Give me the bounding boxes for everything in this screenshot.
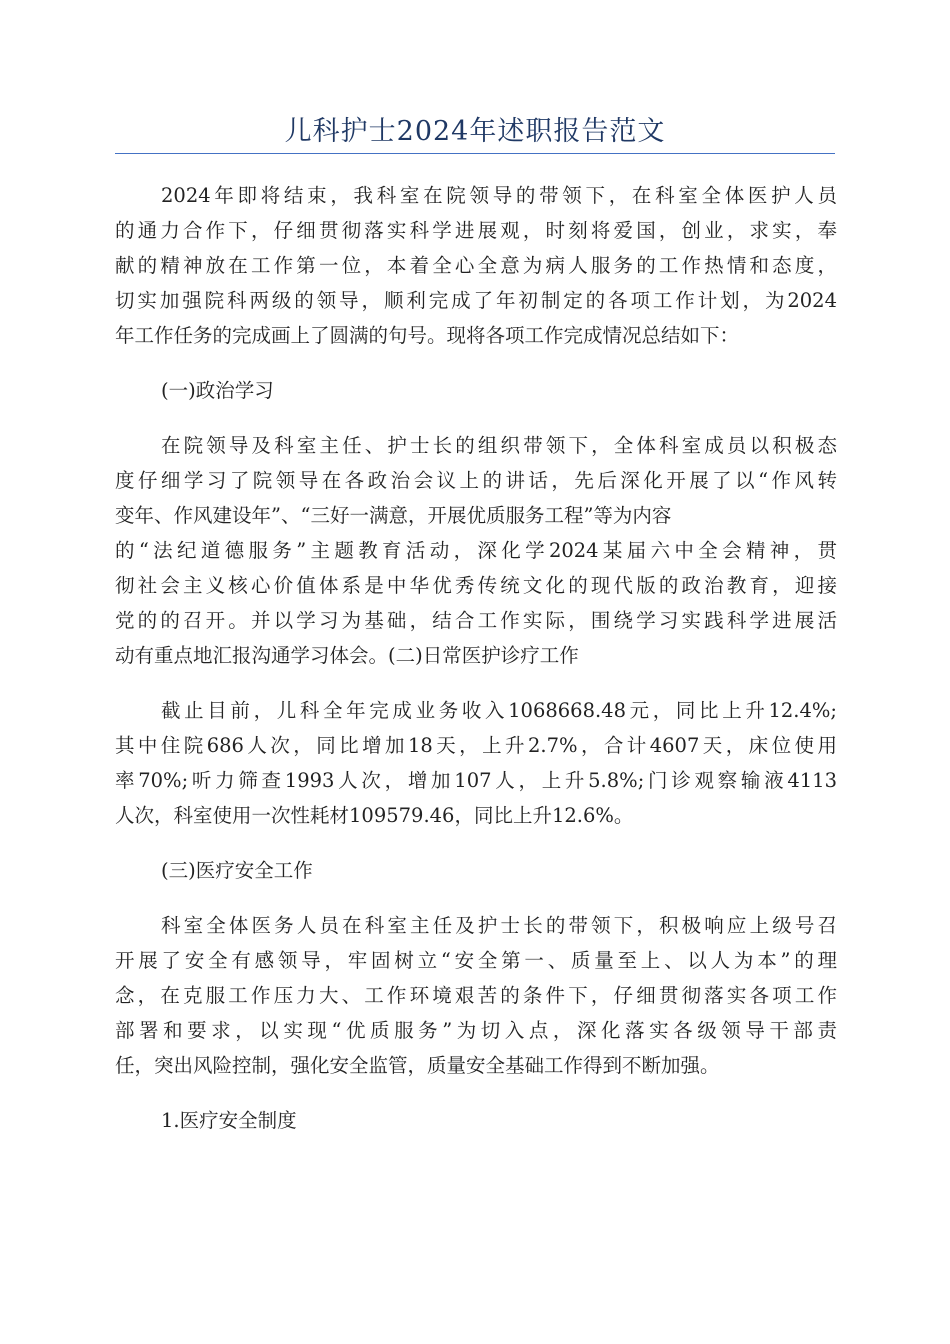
text-line: 截止目前，儿科全年完成业务收入1068668.48元，同比上升12.4%; <box>161 699 837 722</box>
document-title: 儿科护士2024年述职报告范文 <box>284 116 666 147</box>
paragraph-medical-safety <box>115 908 837 1083</box>
text-line: 2024年即将结束，我科室在院领导的带领下，在科室全体医护人员 <box>161 184 837 207</box>
text-line: 率70%;听力筛查1993人次，增加107人，上升5.8%;门诊观察输液4113 <box>115 769 837 792</box>
text-line: 部署和要求，以实现“优质服务”为切入点，深化落实各级领导干部责 <box>115 1019 837 1042</box>
text-line: 切实加强院科两级的领导，顺利完成了年初制定的各项工作计划，为2024 <box>115 289 837 312</box>
text-line: 人次，科室使用一次性耗材109579.46，同比上升12.6%。 <box>115 804 634 827</box>
text-line: 任，突出风险控制，强化安全监管，质量安全基础工作得到不断加强。 <box>115 1054 720 1077</box>
text-line: 彻社会主义核心价值体系是中华优秀传统文化的现代版的政治教育，迎接 <box>115 574 837 597</box>
text-line: 党的的召开。并以学习为基础，结合工作实际，围绕学习实践科学进展活 <box>115 609 837 632</box>
section-heading-safety-system <box>115 1103 837 1138</box>
text-line: 的通力合作下，仔细贯彻落实科学进展观，时刻将爱国，创业，求实，奉 <box>115 219 837 242</box>
text-line: 念，在克服工作压力大、工作环境艰苦的条件下，仔细贯彻落实各项工作 <box>115 984 837 1007</box>
text-line: 开展了安全有感领导，牢固树立“安全第一、质量至上、以人为本”的理 <box>115 949 837 972</box>
paragraph-daily-work <box>115 693 837 833</box>
document-body <box>115 178 837 1158</box>
text-line: 科室全体医务人员在科室主任及护士长的带领下，积极响应上级号召 <box>161 914 837 937</box>
heading-text: (三)医疗安全工作 <box>161 859 313 882</box>
text-line: 动有重点地汇报沟通学习体会。(二)日常医护诊疗工作 <box>115 644 579 667</box>
text-line: 其中住院686人次，同比增加18天，上升2.7%，合计4607天，床位使用 <box>115 734 837 757</box>
section-heading-political-study <box>115 373 837 408</box>
text-line: 献的精神放在工作第一位，本着全心全意为病人服务的工作热情和态度， <box>115 254 837 277</box>
text-line: 度仔细学习了院领导在各政治会议上的讲话，先后深化开展了以“作风转 <box>115 469 837 492</box>
text-line: 变年、作风建设年”、“三好一满意，开展优质服务工程”等为内容 <box>115 504 672 527</box>
text-line: 在院领导及科室主任、护士长的组织带领下，全体科室成员以积极态 <box>161 434 837 457</box>
paragraph-intro <box>115 178 837 353</box>
heading-text: (一)政治学习 <box>161 379 274 402</box>
heading-text: 1.医疗安全制度 <box>161 1109 297 1132</box>
title-underline <box>115 153 835 154</box>
text-line: 年工作任务的完成画上了圆满的句号。现将各项工作完成情况总结如下： <box>115 324 740 347</box>
text-line: 的“法纪道德服务”主题教育活动，深化学2024某届六中全会精神，贯 <box>115 539 837 562</box>
section-heading-medical-safety <box>115 853 837 888</box>
paragraph-political-study <box>115 428 837 673</box>
